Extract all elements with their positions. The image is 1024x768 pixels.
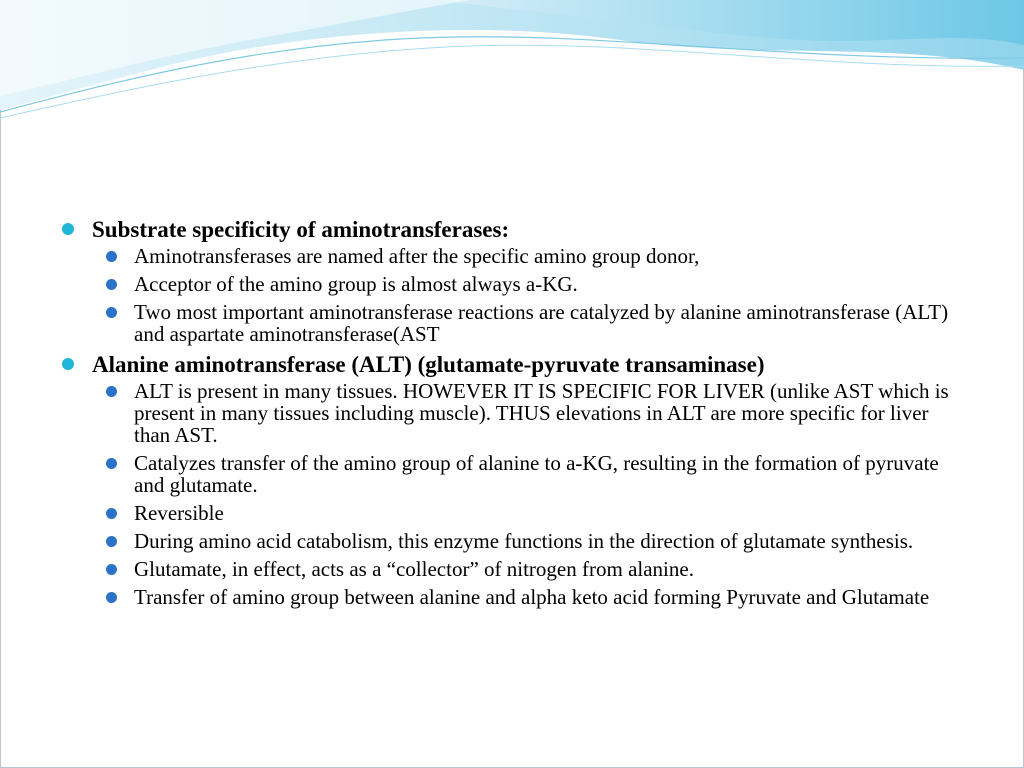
list-item: Transfer of amino group between alanine and alpha keto acid forming Pyruvate and Glutamate [104,586,962,608]
bullet-icon [62,358,74,370]
wave-header-decoration [0,0,1024,120]
list-item: Catalyzes transfer of the amino group of alanine to a-KG, resulting in the formation of pyruvate and glutamate. [104,452,962,496]
bullet-icon [106,307,117,318]
bullet-icon [106,458,117,469]
section-heading: Substrate specificity of aminotransferases: [92,217,510,242]
sub-bullet-list [104,380,962,608]
bullet-list [62,218,962,608]
bullet-icon [106,386,117,397]
list-item: During amino acid catabolism, this enzyme functions in the direction of glutamate synthesis. [104,530,962,552]
bullet-icon [106,508,117,519]
list-item: Reversible [104,502,962,524]
section-alanine-aminotransferase [62,353,962,608]
bullet-icon [106,536,117,547]
bullet-icon [106,564,117,575]
bullet-icon [106,279,117,290]
section-heading: Alanine aminotransferase (ALT) (glutamate-pyruvate transaminase) [92,352,765,377]
list-item: Two most important aminotransferase reactions are catalyzed by alanine aminotransferase (ALT) and aspartate aminotransferase(AST [104,301,962,345]
bullet-icon [62,223,74,235]
list-item: Aminotransferases are named after the specific amino group donor, [104,245,962,267]
list-item: ALT is present in many tissues. HOWEVER IT IS SPECIFIC FOR LIVER (unlike AST which is present in many tissues including muscle). THUS elevations in ALT are more specific for liver than AST. [104,380,962,446]
slide-content [62,218,962,608]
sub-bullet-list [104,245,962,345]
bullet-icon [106,592,117,603]
list-item: Acceptor of the amino group is almost always a-KG. [104,273,962,295]
section-substrate-specificity [62,218,962,345]
list-item: Glutamate, in effect, acts as a “collector” of nitrogen from alanine. [104,558,962,580]
bullet-icon [106,251,117,262]
